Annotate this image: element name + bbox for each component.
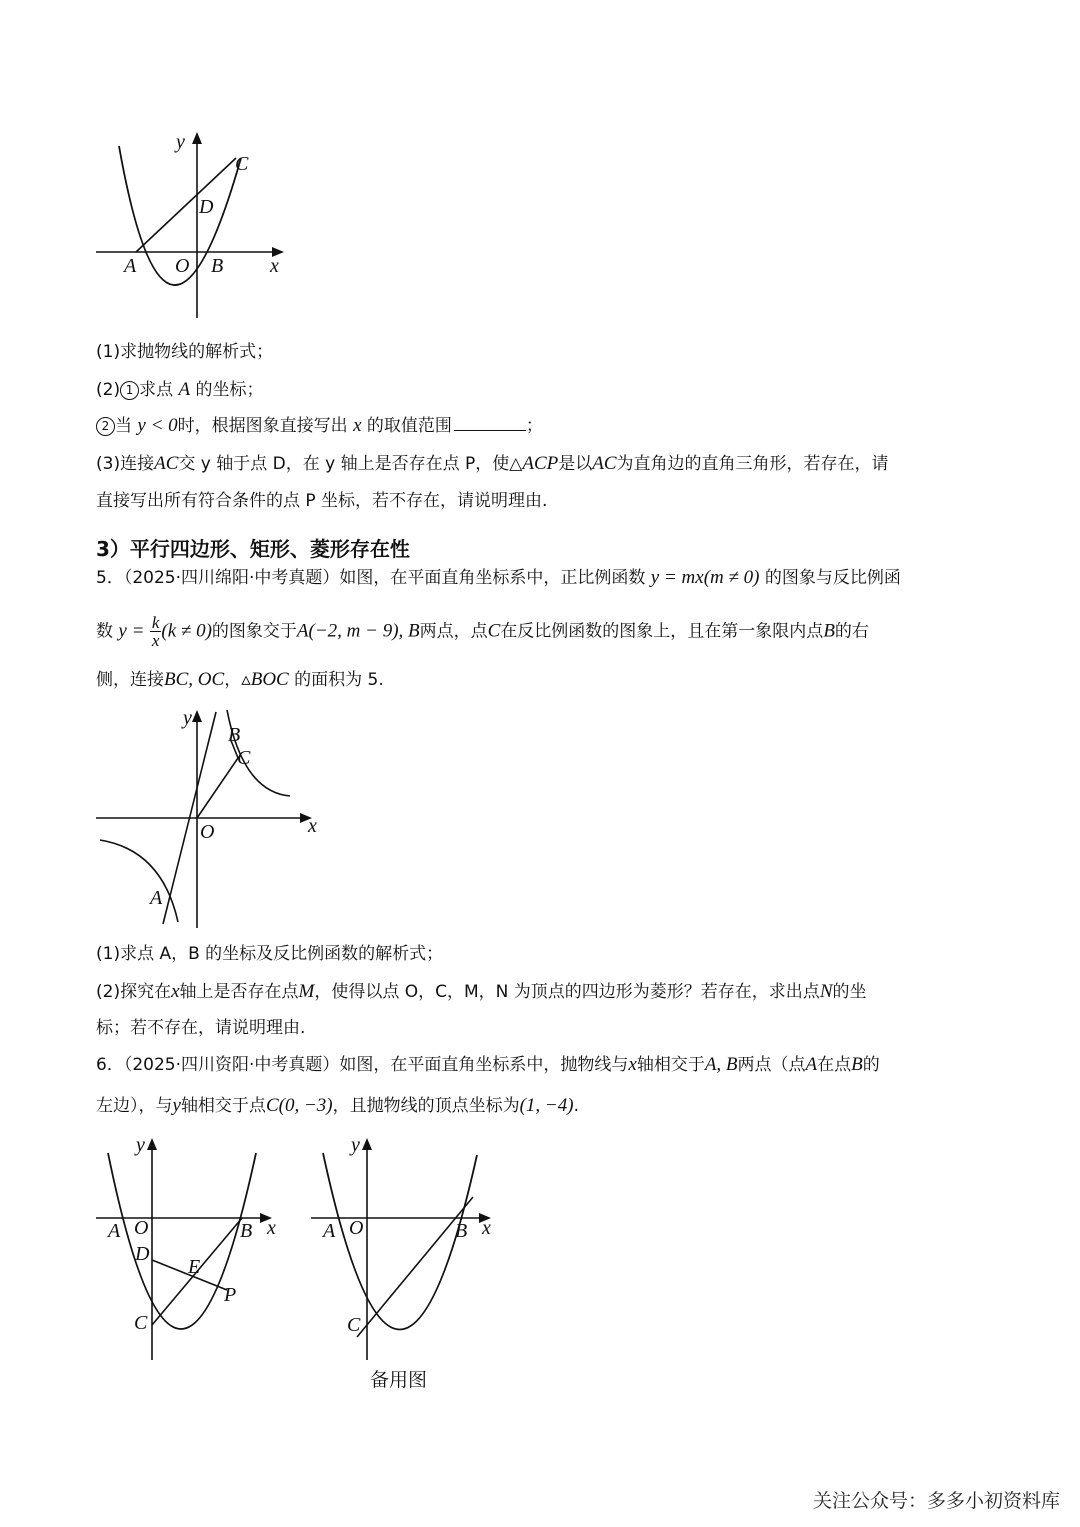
figure-hyperbola-boc: [90, 700, 330, 935]
label-a: A: [108, 1220, 121, 1242]
label-x: x: [270, 255, 279, 277]
label-c: C: [347, 1314, 361, 1336]
label-o: O: [200, 821, 215, 843]
figure-parabola-acd: [90, 120, 300, 330]
backup-figure-caption: 备用图: [370, 1369, 428, 1391]
label-o: O: [175, 255, 190, 277]
label-y: y: [351, 1134, 360, 1156]
label-b: B: [240, 1220, 253, 1242]
label-x: x: [482, 1217, 491, 1239]
section-title: 3）平行四边形、矩形、菱形存在性: [96, 537, 410, 561]
segment-oc: [197, 758, 238, 818]
q5-part2-line1: (2)探究在x轴上是否存在点M，使得以点 O，C，M，N 为顶点的四边形为菱形？若存在，求出点N的坐: [96, 981, 867, 1002]
q4-part3-line1: (3)连接AC交 y 轴于点 D，在 y 轴上是否存在点 P，使△ACP是以AC为直角边的直角三角形，若存在，请: [96, 453, 889, 474]
q6-line2: 左边），与y轴相交于点C(0, −3)，且抛物线的顶点坐标为(1, −4).: [96, 1095, 579, 1116]
label-e: E: [188, 1256, 201, 1278]
figure-parabola-dep: [90, 1135, 295, 1365]
label-b: B: [228, 724, 241, 746]
label-y: y: [136, 1134, 145, 1156]
label-o: O: [134, 1217, 149, 1239]
label-b: B: [211, 255, 224, 277]
label-c: C: [235, 153, 249, 175]
label-o: O: [349, 1217, 364, 1239]
label-a: A: [124, 255, 137, 277]
q4-part3-line2: 直接写出所有符合条件的点 P 坐标，若不存在，请说明理由.: [96, 491, 548, 511]
q5-part2-line2: 标；若不存在，请说明理由.: [96, 1018, 306, 1038]
label-y: y: [183, 707, 192, 729]
label-x: x: [267, 1217, 276, 1239]
answer-blank: [454, 416, 526, 431]
q5-line2: 数 y = $\frac{k}{x}$ (k ≠ 0)的图象交于A(−2, m − 9), B两点，点C在反比例函数的图象上，且在第一象限内点B的右: [96, 613, 869, 650]
q5-part1: (1)求点 A，B 的坐标及反比例函数的解析式；: [96, 944, 444, 964]
y-axis-arrow: [192, 710, 202, 722]
label-x: x: [308, 815, 317, 837]
label-d: D: [135, 1243, 150, 1265]
label-d: D: [199, 196, 214, 218]
q5-line3: 侧，连接BC, OC，▵BOC 的面积为 5.: [96, 669, 384, 690]
q5-line1: 5．（2025·四川绵阳·中考真题）如图，在平面直角坐标系中，正比例函数 y = mx(m ≠ 0) 的图象与反比例函: [96, 567, 901, 588]
label-b: B: [455, 1220, 468, 1242]
label-p: P: [224, 1284, 237, 1306]
q4-part2-2: 2 当 y < 0时，根据图象直接写出 x 的取值范围 ；: [96, 414, 543, 438]
label-y: y: [176, 131, 185, 153]
line-ac: [136, 158, 236, 252]
figure-parabola-backup: [305, 1135, 505, 1365]
y-axis-arrow: [362, 1138, 372, 1150]
q4-part1: (1)求抛物线的解析式；: [96, 342, 274, 362]
q4-part2-1: (2) 1 求点 A 的坐标；: [96, 379, 264, 400]
q6-line1: 6．（2025·四川资阳·中考真题）如图，在平面直角坐标系中，抛物线与x轴相交于A, B两点（点A在点B的: [96, 1054, 880, 1075]
y-axis-arrow: [147, 1138, 157, 1150]
label-a: A: [323, 1220, 336, 1242]
fraction-k-over-x: $\frac{k}{x}$: [151, 613, 160, 650]
label-a: A: [150, 887, 163, 909]
label-c: C: [134, 1312, 148, 1334]
y-axis-arrow: [192, 132, 202, 144]
footer-watermark: 关注公众号：多多小初资料库: [812, 1490, 1060, 1512]
parabola-curve: [323, 1153, 477, 1330]
label-c: C: [237, 747, 251, 769]
